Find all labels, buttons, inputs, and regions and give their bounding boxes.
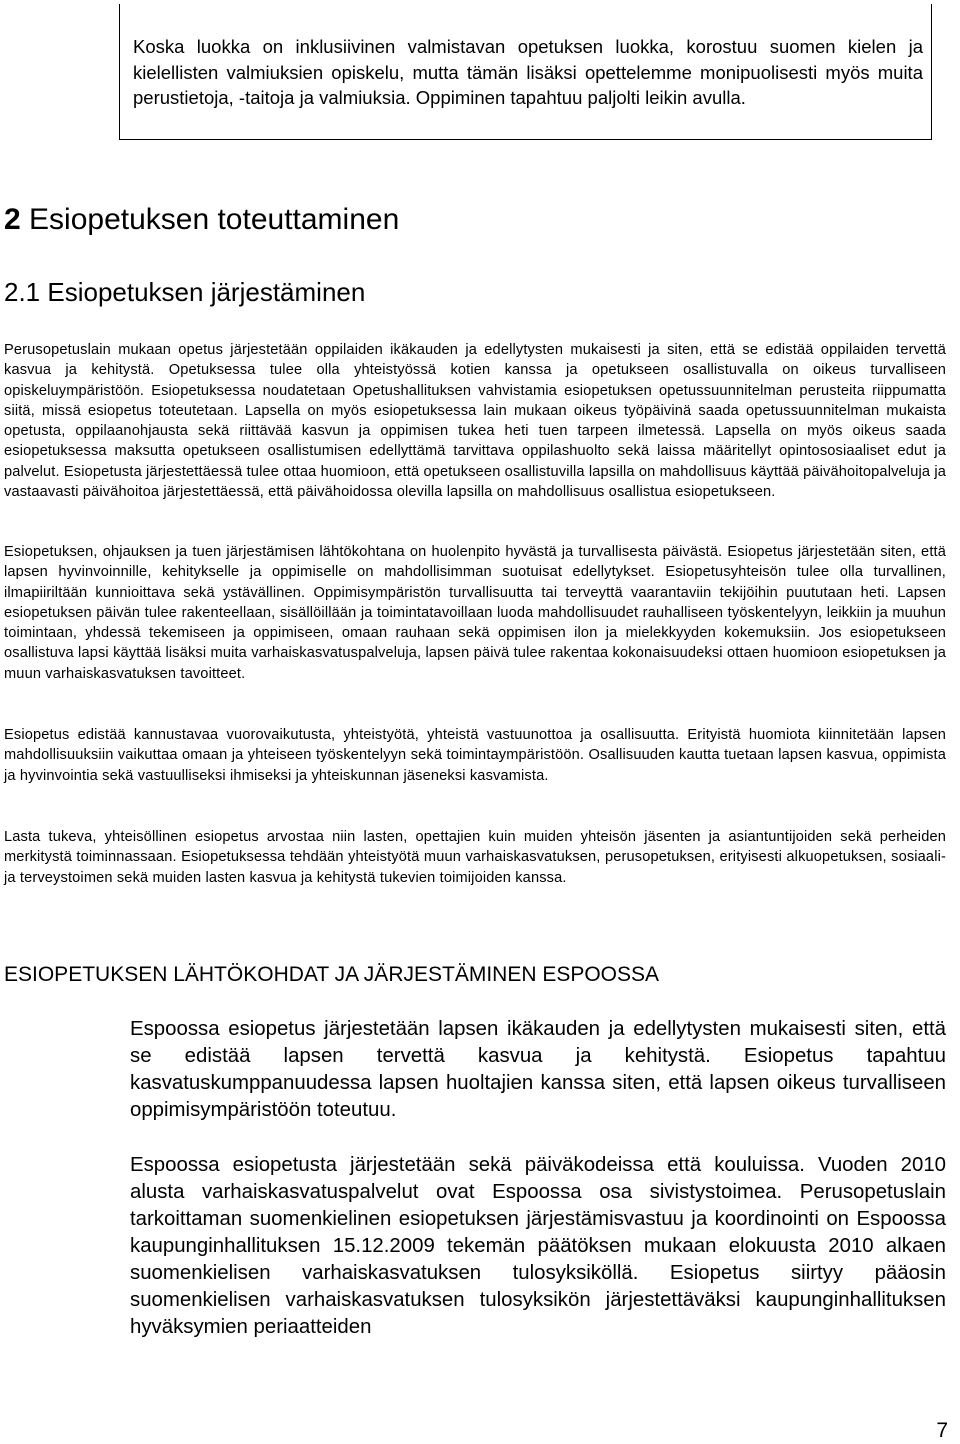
heading-number: 2 (4, 203, 21, 236)
paragraph-2: Esiopetuksen, ohjauksen ja tuen järjestämisen lähtökohtana on huolenpito hyvästä ja turvallisesta päivästä. Esiopetus järjestetään siten, että lapsen hyvinvoinnille, kehitykselle ja oppimiselle on mahdollisimman suotuisat edellytykset. Esiopetusyhteisön tulee olla turvallinen, ilmapiiriltään kunnioittava sekä ystävällinen. Oppimisympäristön turvallisuutta tai terveyttä vaarantaviin tekijöihin puututaan heti. Lapsen esiopetuksen päivän tulee rakenteellaan, sisällöillään ja toimintatavoillaan luoda mahdollisuudet rauhalliseen työskentelyyn, leikkiin ja muuhun toimintaan, yhdessä tekemiseen ja oppimiseen, omaan rauhaan sekä oppimisen ilon ja mielekkyyden kokemuksiin. Jos esiopetukseen osallistuva lapsi käyttää lisäksi muita varhaiskasvatuspalveluja, lapsen päivä tulee rakentaa kokonaisuudeksi ottaen huomioon esiopetuksen ja muun varhaiskasvatuksen tavoitteet. (4, 544, 946, 682)
heading-title: Esiopetuksen toteuttaminen (20, 203, 400, 236)
heading-level-1 (4, 200, 399, 240)
page-number: 7 (936, 1419, 948, 1442)
espoo-paragraph-1: Espoossa esiopetus järjestetään lapsen ikäkauden ja edellytysten mukaisesti siten, että se edistää lapsen tervettä kasvua ja kehitystä. Esiopetus tapahtuu kasvatuskumppanuudessa lapsen huoltajien kanssa siten, että lapsen oikeus turvalliseen oppimisympäristöön toteutuu. (130, 1018, 946, 1121)
section-heading: ESIOPETUKSEN LÄHTÖKOHDAT JA JÄRJESTÄMINEN ESPOOSSA (4, 963, 660, 986)
espoo-paragraph-2: Espoossa esiopetusta järjestetään sekä päiväkodeissa että kouluissa. Vuoden 2010 alusta varhaiskasvatuspalvelut ovat Espoossa osa sivistystoimea. Perusopetuslain tarkoittaman suomenkielinen esiopetuksen järjestämisvastuu ja koordinointi on Espoossa kaupunginhallituksen 15.12.2009 tekemän päätöksen mukaan elokuusta 2010 alkaen suomenkielisen varhaiskasvatuksen tulosyksiköllä. Esiopetus siirtyy pääosin suomenkielisen varhaiskasvatuksen tulosyksikön järjestettäväksi kaupunginhallituksen hyväksymien periaatteiden (130, 1154, 946, 1338)
paragraph-3: Esiopetus edistää kannustavaa vuorovaikutusta, yhteistyötä, yhteistä vastuunottoa ja osallisuutta. Erityistä huomiota kiinnitetään lapsen mahdollisuuksiin vaikuttaa omaan ja yhteiseen työskentelyyn sekä toimintaympäristöön. Osallisuuden kautta tuetaan lapsen kasvua, oppimista ja hyvinvointia sekä vastuulliseksi ihmiseksi ja yhteiskunnan jäseneksi kasvamista. (4, 727, 946, 784)
paragraph-1: Perusopetuslain mukaan opetus järjestetään oppilaiden ikäkauden ja edellytysten mukaisesti ja siten, että se edistää oppilaiden tervettä kasvua ja kehitystä. Opetuksessa tulee olla yhteistyössä kotien kanssa ja opetukseen osallistuvalla on oikeus turvalliseen opiskeluympäristöön. Esiopetuksessa noudatetaan Opetushallituksen vahvistamia esiopetuksen opetussuunnitelman perusteita riippumatta siitä, missä esiopetus toteutetaan. Lapsella on myös esiopetuksessa lain mukaan oikeus työpäivinä saada opetussuunnitelman mukaista opetusta, oppilaanohjausta sekä riittävää kasvun ja oppimisen tukea heti tuen tarpeen ilmetessä. Lapsella on myös oikeus saada esiopetuksessa maksutta opetukseen osallistumisen edellyttämä tarvittava oppilashuolto sekä laissa määritellyt opintososiaaliset edut ja palvelut. Esiopetusta järjestettäessä tulee ottaa huomioon, että opetukseen osallistuvilla lapsilla on mahdollisuus käyttää päivähoitopalveluja ja vastaavasti päivähoitoa järjestettäessä, että päivähoidossa olevilla lapsilla on mahdollisuus osallistua esiopetukseen. (4, 342, 946, 501)
intro-box-text: Koska luokka on inklusiivinen valmistavan opetuksen luokka, korostuu suomen kielen ja kielellisten valmiuksien opiskelu, mutta tämän lisäksi opettelemme monipuolisesti myös muita perustietoja, -taitoja ja valmiuksia. Oppiminen tapahtuu paljolti leikin avulla. (133, 36, 923, 108)
paragraph-4: Lasta tukeva, yhteisöllinen esiopetus arvostaa niin lasten, opettajien kuin muiden yhteisön jäsenten ja asiantuntijoiden sekä perheiden merkitystä toiminnassaan. Esiopetuksessa tehdään yhteistyötä muun varhaiskasvatuksen, perusopetuksen, erityisesti alkuopetuksen, sosiaali- ja terveystoimen sekä muiden lasten kasvua ja kehitystä tukevien toimijoiden kanssa. (4, 829, 946, 886)
heading-level-2: 2.1 Esiopetuksen järjestäminen (4, 277, 366, 307)
